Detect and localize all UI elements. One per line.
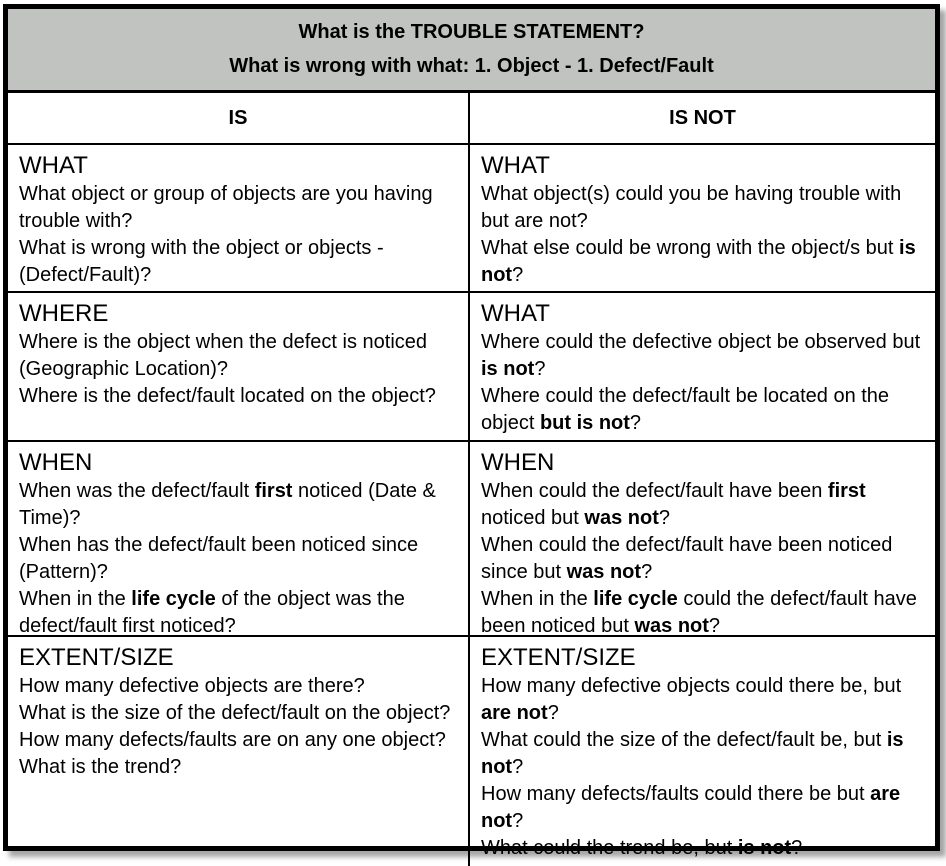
question: What is wrong with the object or objects - (Defect/Fault)? [19, 237, 384, 286]
question: How many defective objects could there be, but are not? [481, 675, 902, 724]
question: When in the life cycle of the object was the defect/fault first noticed? [19, 588, 405, 637]
question: What is the size of the defect/fault on the object? [19, 702, 451, 724]
title-line-2: What is wrong with what: 1. Object - 1. Defect/Fault [229, 54, 714, 77]
cell-heading: EXTENT/SIZE [481, 644, 636, 671]
question: What else could be wrong with the object/s but is not? [481, 237, 916, 286]
title-line-1: What is the TROUBLE STATEMENT? [298, 21, 645, 44]
cell-what-is [8, 145, 470, 291]
cell-heading: WHEN [19, 449, 93, 476]
question: When could the defect/fault have been noticed since but was not? [481, 534, 893, 583]
question: What object(s) could you be having trouble with but are not? [481, 183, 902, 232]
question: What could the trend be, but is not? [481, 837, 803, 859]
cell-heading: WHAT [19, 152, 88, 179]
question: How many defects/faults could there be but are not? [481, 783, 901, 832]
column-header-is: IS [8, 93, 470, 143]
cell-heading: WHERE [19, 300, 109, 327]
cell-heading: EXTENT/SIZE [19, 644, 174, 671]
question: When was the defect/fault first noticed (Date & Time)? [19, 480, 436, 529]
cell-what-is-not [470, 145, 935, 291]
table-title-band [8, 9, 935, 93]
question: Where is the defect/fault located on the object? [19, 385, 436, 407]
cell-heading: WHAT [481, 152, 550, 179]
trouble-statement-table [3, 4, 940, 859]
cell-extent-is-not [470, 637, 935, 866]
cell-heading: WHAT [481, 300, 550, 327]
question: What is the trend? [19, 756, 182, 778]
cell-heading: WHEN [481, 449, 555, 476]
question: What object or group of objects are you having trouble with? [19, 183, 433, 232]
table-row-extent-size [8, 637, 935, 866]
question: Where is the object when the defect is noticed (Geographic Location)? [19, 331, 428, 380]
question: What could the size of the defect/fault be, but is not? [481, 729, 904, 778]
table-row-when [8, 442, 935, 637]
question: When could the defect/fault have been first noticed but was not? [481, 480, 866, 529]
cell-when-is-not [470, 442, 935, 635]
question: Where could the defect/fault be located on the object but is not? [481, 385, 890, 434]
column-header-row [8, 93, 935, 145]
question: When in the life cycle could the defect/fault have been noticed but was not? [481, 588, 917, 637]
table-row-what [8, 145, 935, 293]
cell-when-is [8, 442, 470, 635]
question: Where could the defective object be observed but is not? [481, 331, 921, 380]
cell-extent-is [8, 637, 470, 866]
cell-where-is [8, 293, 470, 440]
question: How many defects/faults are on any one object? [19, 729, 446, 751]
question: How many defective objects are there? [19, 675, 365, 697]
column-header-is-not: IS NOT [669, 106, 736, 129]
question: When has the defect/fault been noticed since (Pattern)? [19, 534, 419, 583]
table-row-where [8, 293, 935, 442]
cell-where-is-not [470, 293, 935, 440]
